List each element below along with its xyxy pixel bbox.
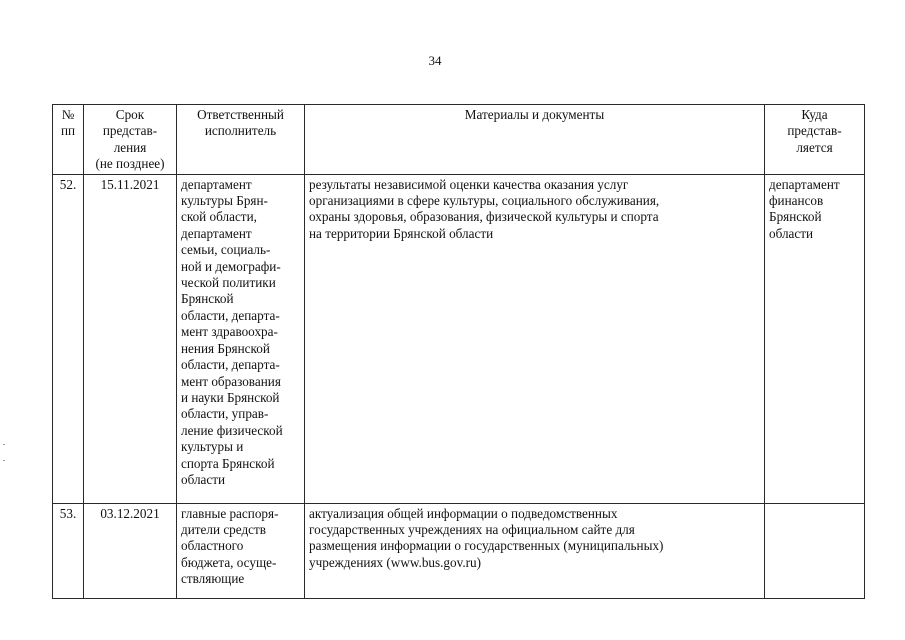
header-executor: Ответственный исполнитель [177,105,305,175]
header-destination: Куда представ- ляется [765,105,865,175]
header-deadline: Срок представ- ления (не позднее) [84,105,177,175]
row-materials: результаты независимой оценки качества оказания услуг организациями в сфере культуры, социального обслуживания, охраны здоровья, образования, физической культуры и спорта на территории Брянской области [305,174,765,503]
row-deadline: 15.11.2021 [84,174,177,503]
page-number: 34 [428,53,442,68]
header-number: № пп [53,105,84,175]
table-header [53,105,865,175]
row-executor: департамент культуры Брян- ской области, департамент семьи, социаль- ной и демографи- ческой политики Брянской области, департа- мент здравоохра- нения Брянской области, департа- мент образования и науки Брянской области, управ- ление физической культуры и спорта Брянской области [177,174,305,503]
scan-speck [3,460,5,461]
row-deadline: 03.12.2021 [84,503,177,598]
row-materials: актуализация общей информации о подведомственных государственных учреждениях на официальном сайте для размещения информации о государственных (муниципальных) учреждениях (www.bus.gov.ru) [305,503,765,598]
row-destination: департамент финансов Брянской области [765,174,865,503]
row-executor: главные распоря- дители средств областного бюджета, осуще- ствляющие [177,503,305,598]
table-body [53,174,865,598]
table-row [53,503,865,598]
row-destination [765,503,865,598]
table-header-row [53,105,865,175]
documents-table [52,104,865,599]
table-row [53,174,865,503]
header-materials: Материалы и документы [305,105,765,175]
row-number: 53. [53,503,84,598]
row-number: 52. [53,174,84,503]
scan-speck [3,444,5,445]
